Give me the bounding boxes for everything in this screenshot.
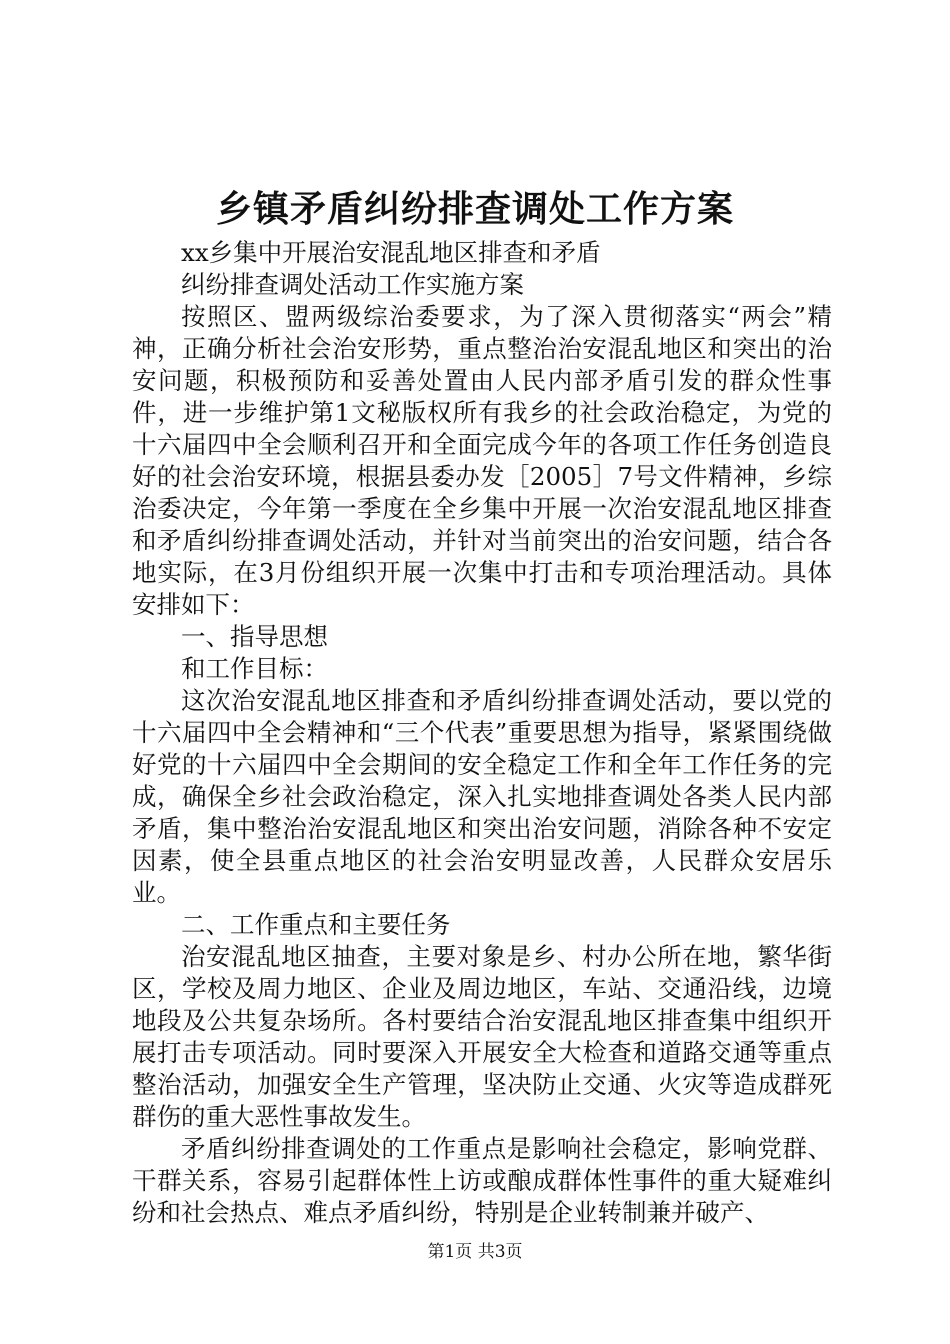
subtitle-line-2: 纠纷排查调处活动工作实施方案 (181, 270, 524, 299)
paragraph-guiding: 这次治安混乱地区排查和矛盾纠纷排查调处活动，要以党的十六届四中全会精神和“三个代表”重要思想为指导，紧紧围绕做好党的十六届四中全会期间的安全稳定工作和全年工作任务的完成，确保全乡社会政治稳定，深入扎实地排查调处各类人民内部矛盾，集中整治治安混乱地区和突出治安问题，消除各种不安定因素，使全县重点地区的社会治安明显改善，人民群众安居乐业。 (132, 686, 832, 907)
subtitle-line-1: xx乡集中开展治安混乱地区排查和矛盾 (181, 238, 601, 267)
page-footer: 第1页 共3页 (427, 1242, 523, 1262)
section-heading-1-cont: 和工作目标： (181, 654, 328, 683)
paragraph-intro: 按照区、盟两级综治委要求，为了深入贯彻落实“两会”精神，正确分析社会治安形势，重点整治治安混乱地区和突出的治安问题，积极预防和妥善处置由人民内部矛盾引发的群众性事件，进一步维护第1文秘版权所有我乡的社会政治稳定，为党的十六届四中全会顺利召开和全面完成今年的各项工作任务创造良好的社会治安环境，根据县委办发［2005］7号文件精神，乡综治委决定，今年第一季度在全乡集中开展一次治安混乱地区排查和矛盾纠纷排查调处活动，并针对当前突出的治安问题，结合各地实际，在3月份组织开展一次集中打击和专项治理活动。具体安排如下： (132, 302, 832, 619)
paragraph-disputes: 矛盾纠纷排查调处的工作重点是影响社会稳定，影响党群、干群关系，容易引起群体性上访或酿成群体性事件的重大疑难纠纷和社会热点、难点矛盾纠纷，特别是企业转制兼并破产、 (132, 1134, 832, 1227)
section-heading-2: 二、工作重点和主要任务 (181, 910, 451, 939)
document-title: 乡镇矛盾纠纷排查调处工作方案 (215, 188, 734, 230)
section-heading-1: 一、指导思想 (181, 622, 328, 651)
document-body (132, 237, 832, 1229)
paragraph-inspection: 治安混乱地区抽查，主要对象是乡、村办公所在地，繁华街区，学校及周力地区、企业及周边地区，车站、交通沿线，边境地段及公共复杂场所。各村要结合治安混乱地区排查集中组织开展打击专项活动。同时要深入开展安全大检查和道路交通等重点整治活动，加强安全生产管理，坚决防止交通、火灾等造成群死群伤的重大恶性事故发生。 (132, 942, 832, 1131)
